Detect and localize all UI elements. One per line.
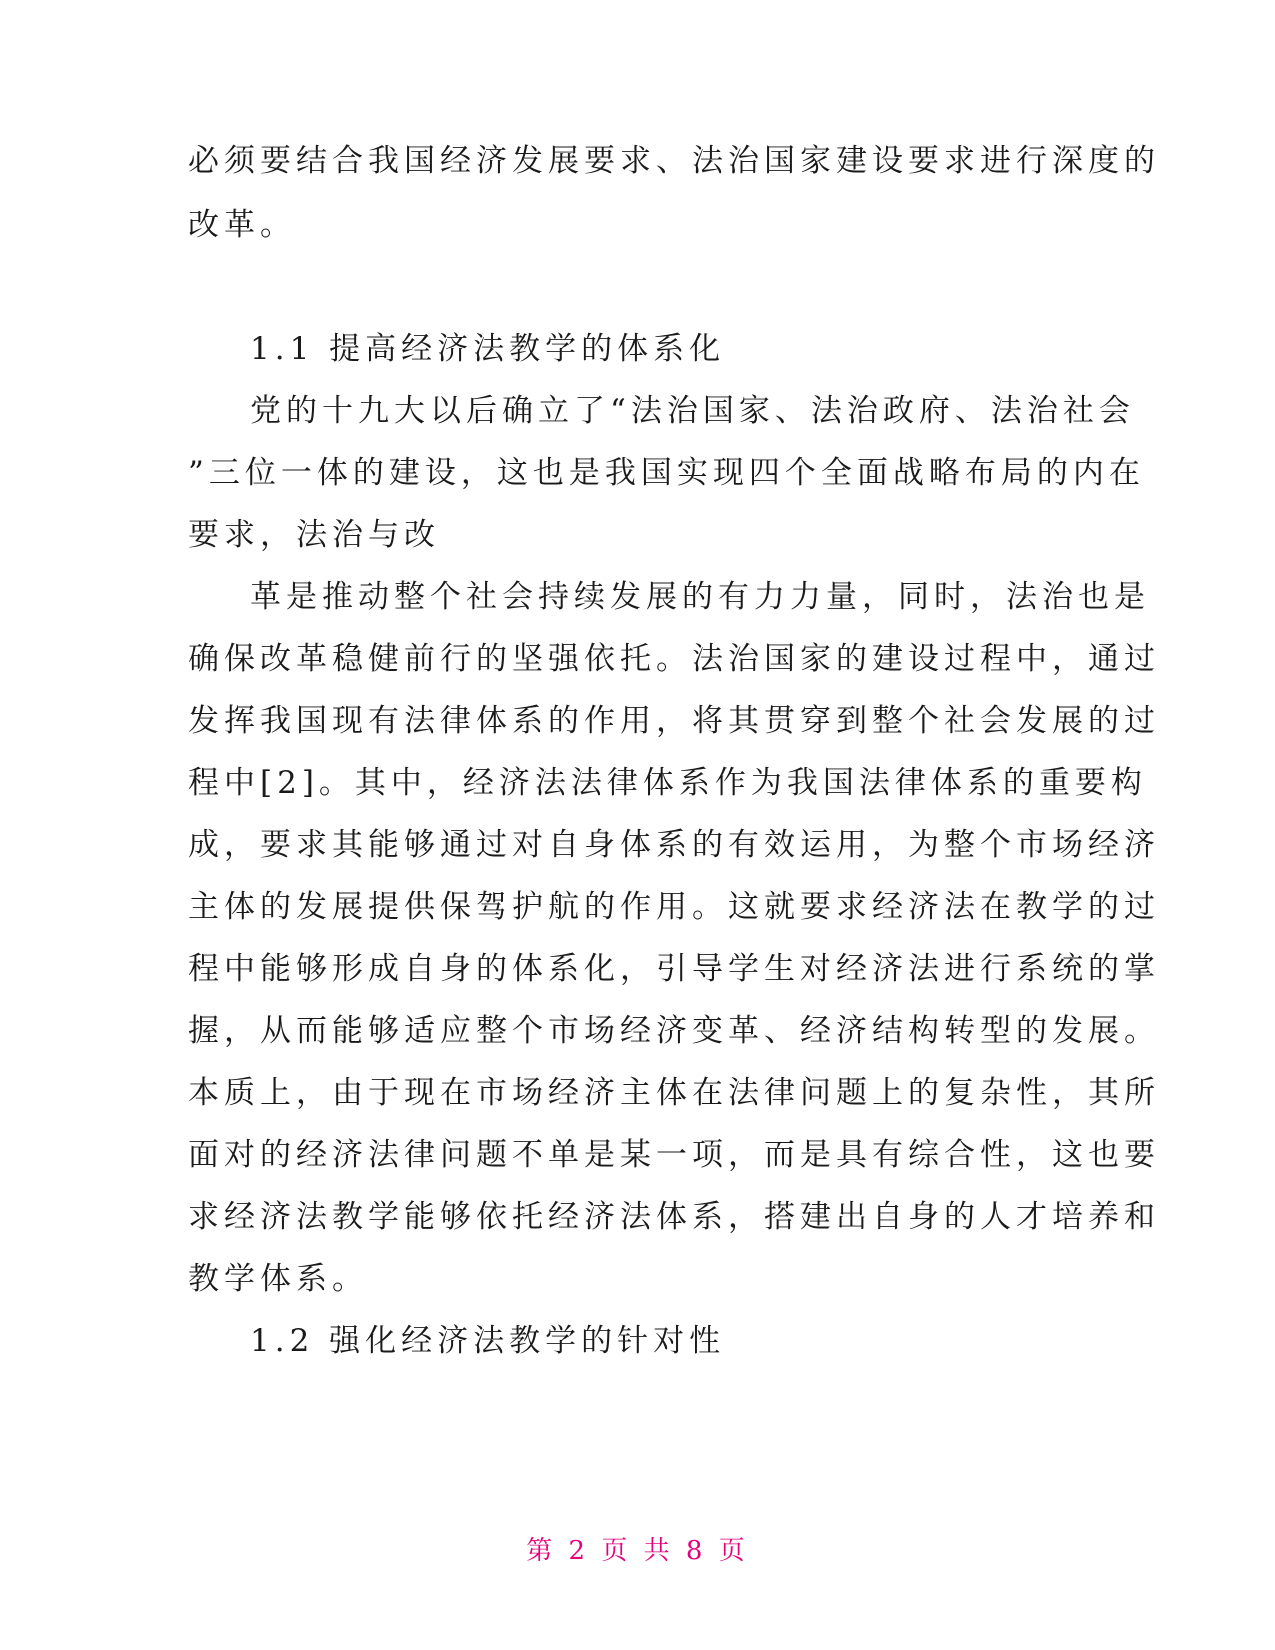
body-text-line: 发挥我国现有法律体系的作用，将其贯穿到整个社会发展的过 — [188, 703, 1160, 739]
section-heading-1-1: 1.1 提高经济法教学的体系化 — [250, 331, 726, 367]
body-text-line: 程中能够形成自身的体系化，引导学生对经济法进行系统的掌 — [188, 951, 1160, 987]
paragraph-first-line: 党的十九大以后确立了“法治国家、法治政府、法治社会 — [250, 393, 1135, 429]
body-text-line: ”三位一体的建设，这也是我国实现四个全面战略布局的内在 — [188, 455, 1145, 491]
body-text-line: 面对的经济法律问题不单是某一项，而是具有综合性，这也要 — [188, 1137, 1160, 1173]
body-text-line: 握，从而能够适应整个市场经济变革、经济结构转型的发展。 — [188, 1013, 1160, 1049]
body-text-line: 主体的发展提供保驾护航的作用。这就要求经济法在教学的过 — [188, 889, 1160, 925]
body-text-line: 求经济法教学能够依托经济法体系，搭建出自身的人才培养和 — [188, 1199, 1160, 1235]
body-text-line: 本质上，由于现在市场经济主体在法律问题上的复杂性，其所 — [188, 1075, 1160, 1111]
body-text-line: 要求，法治与改 — [188, 517, 440, 553]
body-text-line: 必须要结合我国经济发展要求、法治国家建设要求进行深度的 — [188, 143, 1160, 179]
body-text-line: 确保改革稳健前行的坚强依托。法治国家的建设过程中，通过 — [188, 641, 1160, 677]
page-number-footer: 第 2 页 共 8 页 — [526, 1536, 749, 1566]
body-text-line: 教学体系。 — [188, 1261, 368, 1297]
body-text-line: 程中[2]。其中，经济法法律体系作为我国法律体系的重要构 — [188, 765, 1147, 801]
body-text-line: 成，要求其能够通过对自身体系的有效运用，为整个市场经济 — [188, 827, 1160, 863]
section-heading-1-2: 1.2 强化经济法教学的针对性 — [250, 1323, 726, 1359]
paragraph-first-line: 革是推动整个社会持续发展的有力力量，同时，法治也是 — [250, 579, 1150, 615]
body-text-line: 改革。 — [188, 207, 296, 243]
